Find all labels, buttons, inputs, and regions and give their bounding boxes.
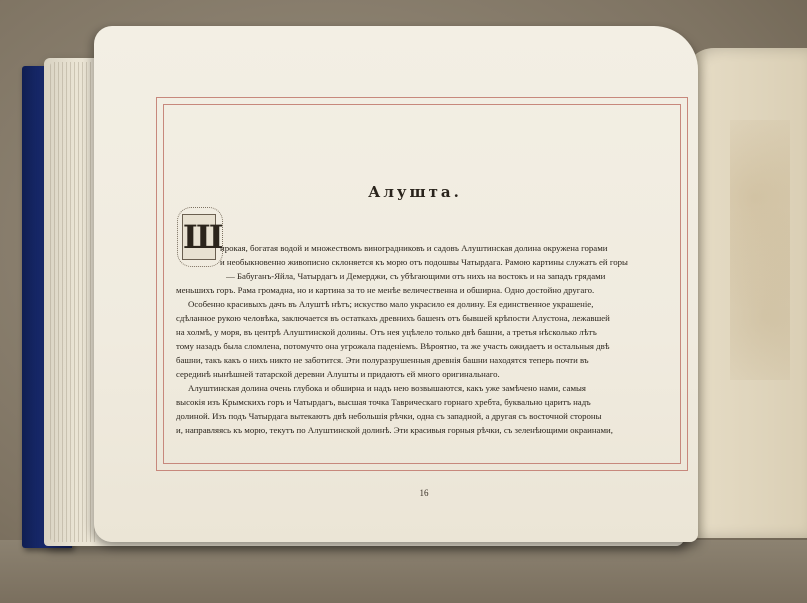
page-number: 16 <box>419 488 429 498</box>
text-line: меньшихъ горъ. Рама громадна, но и картина за то не менѣе величественна и обширна. Одно достойно другаго. <box>176 285 595 295</box>
text-line: высокія изъ Крымскихъ горъ и Чатырдагъ, высшая точка Таврическаго горнаго хребта, буквально царитъ надъ <box>176 397 591 407</box>
drop-cap: Ш <box>182 214 216 260</box>
foxing-stains <box>730 120 790 380</box>
text-line: и, направляясь къ морю, текутъ по Алуштинской долинѣ. Эти красивыя горныя рѣчки, съ зеленѣющими окраинами, <box>176 425 613 435</box>
page-frame-inner <box>163 104 681 464</box>
text-line: Особенно красивыхъ дачъ въ Алуштѣ нѣтъ; искуство мало украсило ея долину. Ея единственное украшеніе, <box>188 299 594 309</box>
text-line: ирокая, богатая водой и множествомъ виноградниковъ и садовъ Алуштинская долина окружена горами <box>220 243 608 253</box>
text-line: — Бабуганъ-Яйла, Чатырдагъ и Демерджи, съ убѣгающими отъ нихъ на востокъ и на западъ грядами <box>226 271 606 281</box>
text-line: Алуштинская долина очень глубока и обширна и надъ нею возвышаются, какъ уже замѣчено нами, самыя <box>188 383 586 393</box>
page-edges <box>50 62 95 542</box>
table-surface <box>0 540 807 603</box>
text-line: на холмѣ, у моря, въ центрѣ Алуштинской долины. Отъ нея уцѣлело только двѣ башни, а третья нѣсколько лѣтъ <box>176 327 597 337</box>
text-line: башни, такъ какъ о нихъ никто не заботится. Эти полуразрушенныя древнія башни находятся теперь почти въ <box>176 355 589 365</box>
chapter-heading: Алушта. <box>368 183 462 201</box>
text-line: тому назадъ была сломлена, потомучто она угрожала паденіемъ. Вѣроятно, та же участь ожидаетъ и остальныя двѣ <box>176 341 610 351</box>
text-line: и необыкновенно живописно склоняется къ морю отъ подошвы Чатырдага. Рамою картины служатъ ей горы <box>220 257 628 267</box>
text-line: долиной. Изъ подъ Чатырдага вытекаютъ двѣ небольшія рѣчки, одна съ западной, а другая съ восточной стороны <box>176 411 602 421</box>
text-line: серединѣ нынѣшней татарской деревни Алушты и придаютъ ей много оригинальнаго. <box>176 369 500 379</box>
text-line: сдѣланное рукою человѣка, заключается въ остаткахъ древнихъ башенъ отъ бывшей крѣпости Алустона, лежавшей <box>176 313 610 323</box>
